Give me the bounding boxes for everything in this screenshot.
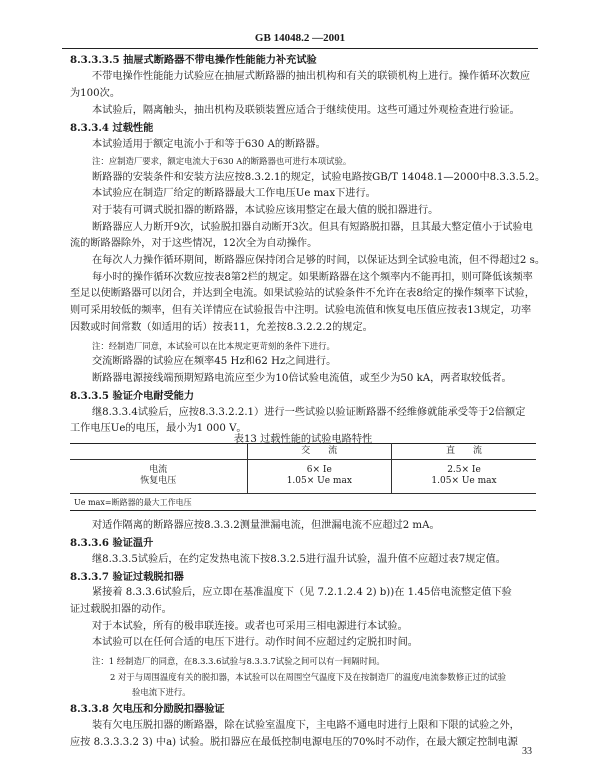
paragraph-line: 本试验适用于额定电流小于和等于630 A的断路器。: [92, 139, 326, 150]
page-header: GB 14048.2 —2001: [254, 32, 346, 44]
table-row-labels: [70, 460, 247, 494]
table-ac-values: [247, 460, 391, 494]
section-heading: 8.3.3.8 欠电压和分励脱扣器验证: [70, 703, 225, 715]
page-number: 33: [522, 746, 532, 757]
label-current: 电流: [149, 465, 168, 475]
paragraph-line: 在每次人力操作循环期间，断路器应保持闭合足够的时间，以保证达到全试验电流，但不得超过2 s。: [92, 255, 546, 266]
dc-current: 2.5× Ie: [447, 465, 481, 475]
note-line: 验电流下进行。: [132, 687, 191, 697]
dc-voltage: 1.05× Ue max: [431, 476, 497, 486]
table-header-row: [70, 444, 536, 460]
table-header-dc: 直 流: [392, 444, 536, 460]
section-heading: 8.3.3.6 验证温升: [70, 537, 154, 549]
section-heading: 8.3.3.5 验证介电耐受能力: [70, 390, 195, 402]
paragraph-line: 证过载脱扣器的动作。: [70, 604, 172, 615]
table-header-ac: 交 流: [247, 444, 391, 460]
note-line: 注：应制造厂要求，额定电流大于630 A的断路器也可进行本项试验。: [92, 156, 352, 166]
paragraph-line: 装有欠电压脱扣器的断路器，除在试验室温度下，主电路不通电时进行上限和下限的试验之外，: [92, 720, 520, 731]
paragraph-line: 本试验可以在任何合适的电压下进行。动作时间不应超过约定脱扣时间。: [92, 637, 418, 648]
table-row: [70, 460, 536, 494]
note-line: 注：1 经制造厂的同意，在8.3.3.6试验与8.3.3.7试验之间可以有一间隔时间。: [92, 656, 385, 666]
paragraph-line: 继8.3.3.5试验后，在约定发热电流下按8.3.2.5进行温升试验，温升值不应超过表7规定值。: [92, 554, 506, 565]
section-heading: 8.3.3.3.5 抽屉式断路器不带电操作性能能力补充试验: [70, 54, 317, 66]
section-heading: 8.3.3.4 过载性能: [70, 122, 154, 134]
paragraph-line: 本试验应在制造厂给定的断路器最大工作电压Ue max下进行。: [92, 188, 376, 199]
paragraph-line: 至足以使断路器可以闭合，并达到全电流。如果试验站的试验条件不允许在表8给定的操作频率下试验，: [70, 288, 535, 299]
paragraph-line: 每小时的操作循环次数应按表8第2栏的规定。如果断路器在这个频率内不能再扣，则可降低该频率: [92, 272, 533, 283]
ac-current: 6× Ie: [306, 465, 332, 475]
paragraph-line: 紧接着 8.3.3.6试验后，应立即在基准温度下（见 7.2.1.2.4 2) b))在 1.45倍电流整定值下验: [92, 587, 512, 598]
label-recovery-voltage: 恢复电压: [140, 476, 177, 486]
table-header-blank: [70, 444, 247, 460]
paragraph-line: 断路器的安装条件和安装方法应按8.3.2.1的规定，试验电路按GB/T 14048.1—2000中8.3.3.5.2。: [92, 172, 546, 183]
ac-voltage: 1.05× Ue max: [286, 476, 352, 486]
paragraph-line: 继8.3.3.4试验后，应按8.3.3.2.2.1）进行一些试验以验证断路器不经维修就能承受等于2倍额定: [92, 407, 526, 418]
paragraph-line: 断路器应人力断开9次，试验脱扣器自动断开3次。但具有短路脱扣器，且其最大整定值小于试验电: [92, 222, 533, 233]
paragraph-line: 不带电操作性能能力试验应在抽屉式断路器的抽出机构和有关的联锁机构上进行。操作循环次数应: [92, 71, 531, 82]
paragraph-line: 流的断路器除外，对于这些情况，12次全为自动操作。: [70, 238, 318, 249]
paragraph-line: 断路器电源接线端预期短路电流应至少为10倍试验电流值，或至少为50 kA，两者取较低者。: [92, 373, 512, 384]
paragraph-line: 交流断路器的试验应在频率45 Hz和62 Hz之间进行。: [92, 356, 337, 367]
section-heading: 8.3.3.7 验证过载脱扣器: [70, 571, 184, 583]
paragraph-line: 为100次。: [70, 88, 121, 99]
paragraph-line: 本试验后，隔离触头，抽出机构及联锁装置应适合于继续使用。这些可通过外观检查进行验证。: [92, 105, 520, 116]
table-footnote: Ue max=断路器的最大工作电压: [70, 494, 536, 511]
header-rule: [62, 48, 538, 49]
note-line: 注：经制造厂同意，本试验可以在比本规定更苛刻的条件下进行。: [92, 341, 335, 351]
table-caption: 表13 过载性能的试验电路特性: [233, 434, 373, 445]
paragraph-line: 工作电压Ue的电压，最小为1 000 V。: [70, 423, 247, 434]
table-dc-values: [392, 460, 536, 494]
table-footnote-row: [70, 494, 536, 511]
table-13: [70, 443, 536, 511]
paragraph-line: 因数或时间常数（如适用的话）按表11，允差按8.3.2.2.2的规定。: [70, 322, 373, 333]
note-line: 2 对于与周围温度有关的脱扣器，本试验可以在周围空气温度下及在按制造厂的温度/电流参数修正过的试验: [110, 672, 507, 682]
paragraph-line: 对于装有可调式脱扣器的断路器，本试验应该用整定在最大值的脱扣器进行。: [92, 205, 439, 216]
paragraph-line: 则可采用较低的频率，但有关详情应在试验报告中注明。试验电流值和恢复电压值应按表13规定，功率: [70, 305, 532, 316]
paragraph-line: 对适作隔离的断路器应按8.3.3.2测量泄漏电流，但泄漏电流不应超过2 mA。: [92, 520, 440, 531]
paragraph-line: 对于本试验，所有的极串联连接。或者也可采用三相电源进行本试验。: [92, 621, 408, 632]
paragraph-line: 应按 8.3.3.3.2 3) 中a) 试验。脱扣器应在最低控制电源电压的70%时不动作，在最大额定控制电源: [70, 737, 518, 748]
